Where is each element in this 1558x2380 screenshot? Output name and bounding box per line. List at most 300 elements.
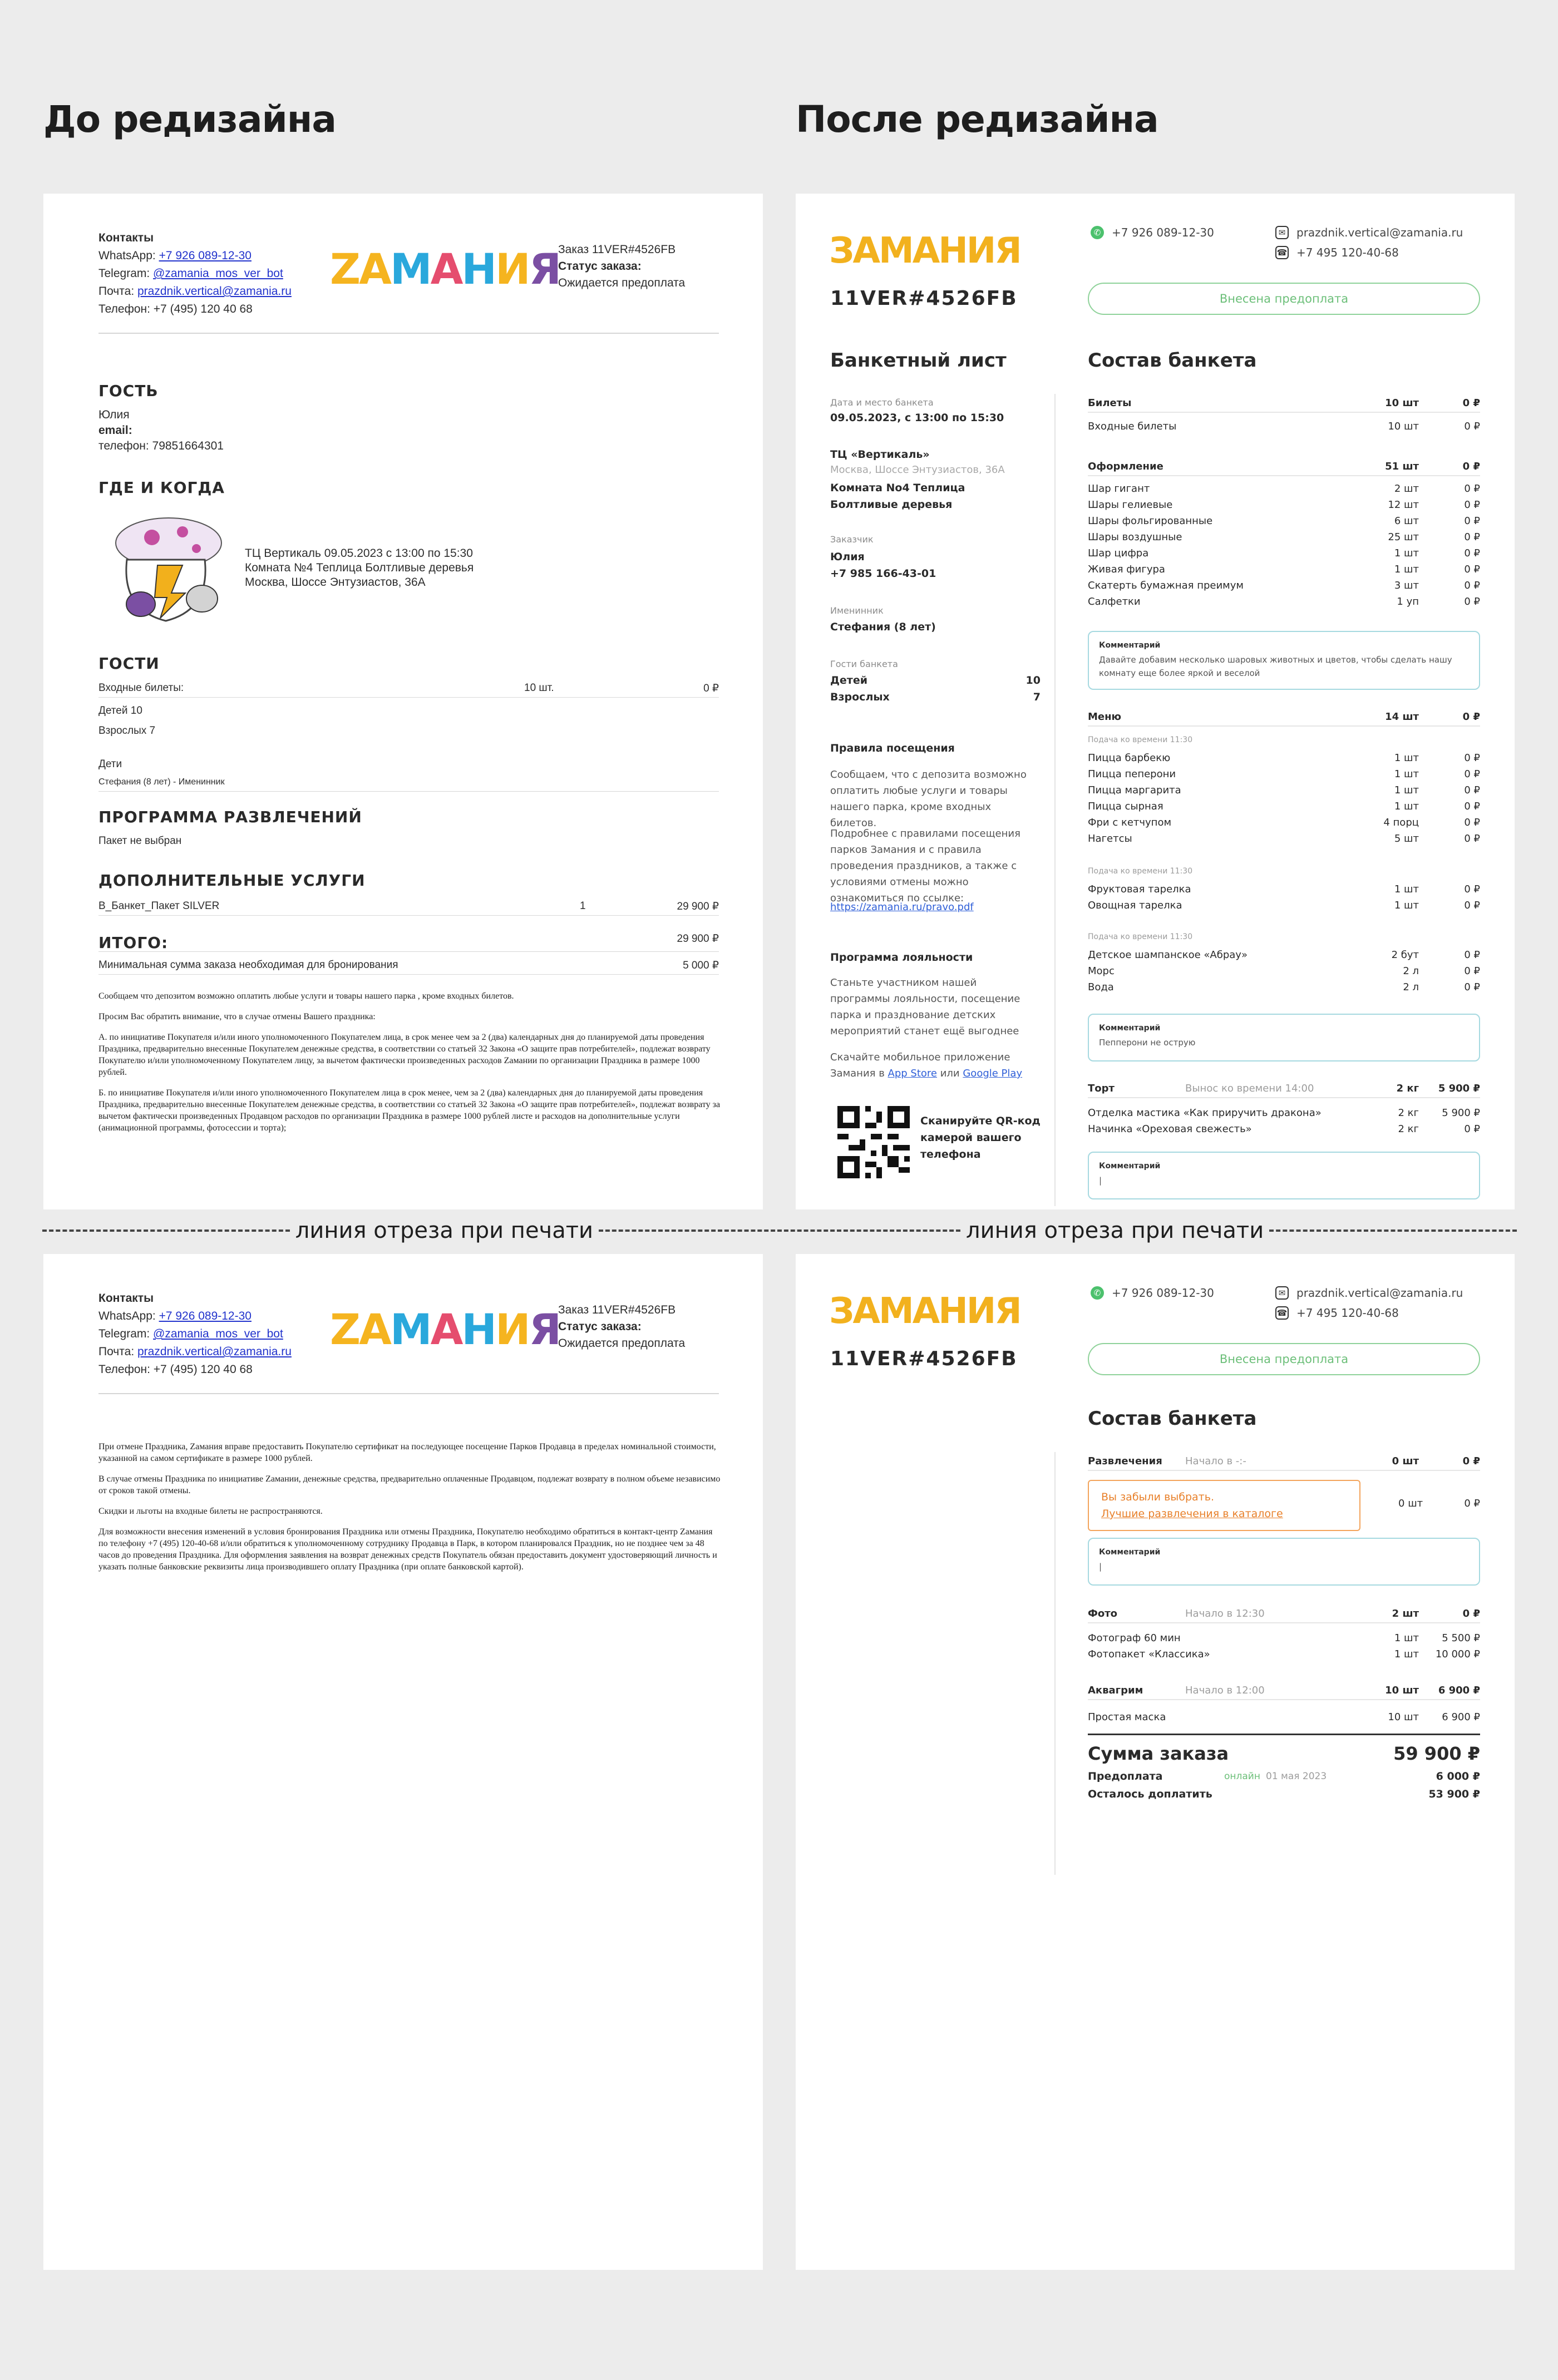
min-label: Минимальная сумма заказа необходимая для бронирования [98,959,398,971]
after-heading: После редизайна [796,98,1158,141]
banquet-title: Состав банкета [1088,349,1257,372]
guest-info [98,407,224,454]
zamania-logo [330,240,560,296]
line-item [1088,545,1480,561]
legal-paragraph: Просим Вас обратить внимание, что в случае отмены Вашего праздника: [98,1012,376,1021]
whatsapp-link[interactable]: +7 926 089-12-30 [159,1310,252,1322]
telegram-label: Telegram: [98,267,150,280]
line-item [1088,750,1480,766]
category-aqua [1088,1682,1480,1698]
contacts-title: Контакты [98,231,154,244]
loyalty-text: Станьте участником нашей программы лояльности, посещение парка и празднование детских мероприятий станет ещё выгоднее [830,977,1020,1037]
line-item [1088,766,1480,782]
prepay-value: 6 000 ₽ [1436,1770,1480,1782]
item-qty: 1 уп [1397,595,1419,608]
phone-label: Телефон: [98,303,150,315]
whatsapp-contact[interactable] [1091,226,1214,239]
item-price: 0 ₽ [1464,1497,1480,1509]
dash [1269,1229,1517,1232]
phone-icon: ☎ [1275,246,1289,259]
item-price: 0 ₽ [1464,563,1480,575]
sheet-title: Банкетный лист [830,349,1007,372]
phone-value: +7 (495) 120 40 68 [153,1363,253,1376]
cauldron-illustration [105,510,233,632]
total-amount: 29 900 ₽ [677,933,719,945]
item-qty: 0 шт [1398,1497,1423,1509]
category-name: Развлечения [1088,1455,1162,1467]
min-row [98,959,719,975]
whatsapp-link[interactable]: +7 926 089-12-30 [159,249,252,262]
whatsapp-icon: ✆ [1091,226,1104,239]
category-divider [1088,475,1480,476]
item-qty: 3 шт [1394,579,1419,591]
email-contact[interactable] [1275,1286,1463,1300]
category-divider [1088,412,1480,413]
category-price: 0 ₽ [1462,460,1480,472]
item-qty: 2 кг [1398,1107,1419,1119]
category-note: Начало в 12:00 [1185,1684,1265,1696]
rules-link[interactable]: https://zamania.ru/pravo.pdf [830,901,974,913]
adults-count: Взрослых 7 [98,725,156,737]
item-qty: 1 шт [1394,547,1419,559]
comment-box[interactable] [1088,1152,1480,1199]
comment-box[interactable] [1088,1538,1480,1586]
legal-text-1 [98,990,722,1143]
category-price: 0 ₽ [1462,397,1480,409]
total-divider [1088,1734,1480,1735]
vertical-divider [1054,1452,1056,1875]
item-qty: 2 кг [1398,1123,1419,1135]
item-name: Пицца пеперони [1088,768,1176,780]
phone-label: Телефон: [98,1363,150,1376]
qr-caption: Сканируйте QR-код камерой вашего телефона [920,1115,1041,1161]
comment-box[interactable] [1088,1014,1480,1061]
category-tickets [1088,395,1480,411]
legal-paragraph: Б. по инициативе Покупателя и/или иного уполномоченного Покупателем лица в срок менее, чем за 2 (два) календарных дня до планируемой даты проведения Праздника, предварительно внесенные Покупателем денежные средства, в соответствии со статьей 32 Закона «О защите прав потребителей», подлежат возврату за вычетом фактически произведенных Продавцом расходов по организации Праздника в размере 1000 рублей листе и расходов на дополнительные услуги (анимационной программы, фотосессии и торта); [98,1088,721,1133]
program-heading: ПРОГРАММА РАЗВЛЕЧЕНИЙ [98,808,362,826]
line-item [1088,577,1480,593]
comment-text: Пепперони не острую [1099,1038,1196,1048]
status-badge: Внесена предоплата [1088,283,1480,315]
rules-text-2: Подробнее с правилами посещения парков Замания и с правила проведения праздников, а также с условиями отмены можно ознакомиться по ссылке: [830,828,1020,904]
where-line-1: ТЦ Вертикаль 09.05.2023 с 13:00 по 15:30 [245,547,473,560]
remaining-value: 53 900 ₽ [1428,1788,1480,1800]
cut-label: линия отреза при печати [966,1218,1264,1243]
item-name: Входные билеты [1088,420,1177,432]
item-price: 0 ₽ [1464,498,1480,511]
item-qty: 1 шт [1394,768,1419,780]
line-item [1088,947,1480,962]
item-name: Пицца маргарита [1088,784,1181,796]
whatsapp-contact[interactable] [1091,1286,1214,1300]
item-price: 0 ₽ [1464,531,1480,543]
whatsapp-icon: ✆ [1091,1286,1104,1300]
line-item [1088,594,1480,609]
item-price: 0 ₽ [1464,1123,1480,1135]
item-name: Шары фольгированные [1088,515,1213,527]
item-name: Фруктовая тарелка [1088,883,1191,895]
category-photo [1088,1606,1480,1621]
item-qty: 1 шт [1394,563,1419,575]
catalog-link[interactable]: Лучшие развлечения в каталоге [1101,1508,1283,1520]
tickets-row [98,682,719,698]
item-qty: 4 порц [1383,816,1419,828]
old-page-2 [43,1254,763,2270]
old-page-1 [43,194,763,1209]
tickets-qty: 10 шт. [524,682,554,694]
order-sum-row [1088,1741,1480,1766]
item-name: Вода [1088,981,1114,993]
category-name: Аквагрим [1088,1684,1143,1696]
category-qty: 2 кг [1396,1082,1419,1094]
customer-name: Юлия [830,551,865,563]
tickets-label: Входные билеты: [98,682,184,694]
status-label: Статус заказа: [558,260,642,273]
category-name: Оформление [1088,460,1163,472]
apps-text: Скачайте мобильное приложение Замания в [830,1051,1010,1079]
line-item [1088,831,1480,846]
item-name: Живая фигура [1088,563,1165,575]
category-name: Билеты [1088,397,1132,409]
item-qty: 5 шт [1394,832,1419,845]
phone-contact[interactable] [1275,246,1399,259]
logo-text: ЗАМАНИЯ [829,1291,1020,1332]
item-name: Салфетки [1088,595,1141,608]
old-order-box [558,241,685,292]
phone-icon: ☎ [1275,1306,1289,1320]
item-price: 0 ₽ [1464,981,1480,993]
telegram-link[interactable]: @zamania_mos_ver_bot [153,1327,283,1340]
item-price: 0 ₽ [1464,420,1480,432]
apps-or: или [937,1068,963,1079]
banquet-title: Состав банкета [1088,1408,1257,1430]
children-value: Стефания (8 лет) - Именинник [98,777,225,787]
status-badge: Внесена предоплата [1088,1343,1480,1375]
comment-box[interactable] [1088,631,1480,690]
whatsapp-number: +7 926 089-12-30 [1112,1286,1214,1300]
mail-icon: ✉ [1275,1286,1289,1300]
prepay-date: 01 мая 2023 [1266,1771,1327,1782]
item-price: 5 900 ₽ [1442,1107,1480,1119]
prepay-mode: онлайн [1224,1771,1260,1782]
loyalty-apps [830,1049,1036,1082]
adults-value: 7 [1033,691,1041,703]
guest-email: email: [98,424,132,437]
comment-title: Комментарий [1099,1162,1161,1171]
extra-row [98,900,719,916]
order-title: Заказ 11VER#4526FB [558,1303,676,1316]
category-qty: 14 шт [1385,710,1419,723]
item-price: 0 ₽ [1464,832,1480,845]
where-details [245,546,474,590]
item-price: 0 ₽ [1464,595,1480,608]
category-price: 6 900 ₽ [1438,1684,1480,1696]
comment-title: Комментарий [1099,1024,1161,1033]
line-item [1088,798,1480,814]
kids-label: Детей [830,674,868,687]
kids-count: Детей 10 [98,705,142,717]
date-value: 09.05.2023, с 13:00 по 15:30 [830,412,1004,424]
sum-label: Сумма заказа [1088,1743,1229,1764]
item-name: Начинка «Ореховая свежесть» [1088,1123,1252,1135]
telegram-label: Telegram: [98,1327,150,1340]
dash [42,1229,290,1232]
old-contacts [98,229,292,318]
line-item [1088,1646,1480,1662]
item-name: Отделка мастика «Как приручить дракона» [1088,1107,1322,1119]
google-play-link[interactable]: Google Play [963,1068,1023,1079]
children-label: Дети [98,758,122,770]
item-name: Фотопакет «Классика» [1088,1648,1210,1660]
order-number: 11VER#4526FB [830,287,1018,310]
category-note: Вынос ко времени 14:00 [1185,1082,1314,1094]
app-store-link[interactable]: App Store [888,1068,937,1079]
item-name: Шары воздушные [1088,531,1182,543]
category-qty: 2 шт [1392,1607,1419,1619]
warning-text: Вы забыли выбрать. [1101,1491,1214,1503]
category-divider [1088,1699,1480,1700]
legal-paragraph: В случае отмены Праздника по инициативе Zамании, денежные средства, предварительно оплаченные Продавцом, подлежат возврату в полном объеме независимо от сроков такой отмены. [98,1474,721,1495]
line-item [1088,979,1480,995]
category-divider [1088,1470,1480,1471]
contacts-title: Контакты [98,1292,154,1305]
legal-paragraph: Для возможности внесения изменений в условия бронирования Праздника или отмены Праздника, Покупателю необходимо обратиться в контакт-центр Zамания по телефону +7 (495) 120-40-68 и/или обратиться к уполномоченному сотруднику Продавца в Парк, в котором планировался Праздник, но не позднее чем за 48 часов до проведения Праздника. Для оформления заявления на возврат денежных средств Покупатель обязан предоставить документ удостоверяющий личность и указать полные банковские реквизиты лица производившего оплату Праздника (при оплате банковской картой). [98,1527,717,1572]
category-divider [1088,1622,1480,1623]
item-name: Нагетсы [1088,832,1132,845]
whatsapp-number: +7 926 089-12-30 [1112,226,1214,239]
before-heading: До редизайна [43,98,336,141]
comment-text: | [1099,1176,1102,1186]
cut-label: линия отреза при печати [295,1218,593,1243]
remaining-row [1088,1786,1480,1803]
empty-selection-warning[interactable] [1088,1480,1360,1531]
item-price: 0 ₽ [1464,768,1480,780]
category-fun [1088,1453,1480,1469]
legal-paragraph: А. по инициативе Покупателя и/или иного уполномоченного Покупателем лица, в срок менее чем за 2 (два) календарных дня до планируемой даты проведения Праздника, предварительно внесенные Покупателем денежные средства, в соответствии со статьей 32 Закона «О защите прав потребителей», подлежат возврату Покупателю и/или уполномоченному Покупателем лицу, за вычетом фактически произведенных расходов Zамании по организации Праздника в размере 1000 рублей. [98,1033,711,1077]
category-price: 0 ₽ [1462,710,1480,723]
category-name: Фото [1088,1607,1118,1619]
item-price: 0 ₽ [1464,883,1480,895]
extra-qty: 1 [580,900,586,912]
old-order-box [558,1302,685,1352]
line-item [1088,418,1480,434]
place-address: Москва, Шоссе Энтузиастов, 36А [830,464,1005,476]
remaining-label: Осталось доплатить [1088,1788,1212,1800]
category-name: Торт [1088,1082,1115,1094]
legal-text-2 [98,1441,722,1582]
item-qty: 1 шт [1394,1648,1419,1660]
item-qty: 25 шт [1388,531,1419,543]
divider [98,333,719,334]
item-qty: 10 шт [1388,1711,1419,1723]
extra-item: В_Банкет_Пакет SILVER [98,900,220,912]
line-item [1088,481,1480,496]
item-price: 0 ₽ [1464,965,1480,977]
mail-icon: ✉ [1275,226,1289,239]
item-price: 0 ₽ [1464,547,1480,559]
status-value: Ожидается предоплата [558,1337,686,1350]
email-address: prazdnik.vertical@zamania.ru [1296,1286,1463,1300]
where-line-2: Комната №4 Теплица Болтливые деревья [245,561,474,574]
rules-title: Правила посещения [830,742,955,754]
extra-price: 29 900 ₽ [677,901,719,912]
phone-contact[interactable] [1275,1306,1399,1320]
item-qty: 1 шт [1394,899,1419,911]
divider [98,951,719,952]
item-price: 6 900 ₽ [1442,1711,1480,1723]
svg-text:ZАМАНИЯ: ZАМАНИЯ [330,244,560,294]
order-title: Заказ 11VER#4526FB [558,243,676,256]
qr-code [837,1106,910,1178]
prepay-label: Предоплата [1088,1770,1163,1782]
email-link[interactable]: prazdnik.vertical@zamania.ru [137,1345,292,1358]
date-label: Дата и место банкета [830,397,934,408]
guest-heading: ГОСТЬ [98,382,159,400]
item-qty: 1 шт [1394,883,1419,895]
line-item [1088,963,1480,979]
where-heading: ГДЕ И КОГДА [98,478,225,497]
dash [599,1229,960,1232]
item-qty: 10 шт [1388,420,1419,432]
room-name: Комната No4 Теплица Болтливые деревья [830,482,965,511]
item-name: Шар цифра [1088,547,1149,559]
line-item [1088,529,1480,545]
category-divider [1088,1097,1480,1098]
whatsapp-label: WhatsApp: [98,249,156,262]
email-label: Почта: [98,1345,135,1358]
loyalty-title: Программа лояльности [830,951,973,964]
comment-title: Комментарий [1099,1548,1161,1557]
email-contact[interactable] [1275,226,1463,239]
rules-text-1: Сообщаем, что с депозита возможно оплатить любые услуги и товары нашего парка, кроме входных билетов. [830,769,1027,829]
line-item [1088,497,1480,512]
item-qty: 12 шт [1388,498,1419,511]
item-name: Простая маска [1088,1711,1166,1723]
line-item [1088,782,1480,798]
category-note: Начало в 12:30 [1185,1607,1265,1619]
category-qty: 51 шт [1385,460,1419,472]
item-name: Овощная тарелка [1088,899,1182,911]
line-item [1088,897,1480,913]
item-name: Шар гигант [1088,482,1150,495]
prepay-row [1088,1768,1480,1785]
place-name: ТЦ «Вертикаль» [830,448,930,461]
item-qty: 2 л [1403,965,1419,977]
category-price: 0 ₽ [1462,1455,1480,1467]
category-decor [1088,458,1480,474]
comment-text: Давайте добавим несколько шаровых животных и цветов, чтобы сделать нашу комнату еще более яркой и веселой [1099,655,1452,678]
category-name: Меню [1088,710,1122,723]
line-item [1088,1105,1480,1120]
category-note: Начало в -:- [1185,1455,1246,1467]
item-price: 0 ₽ [1464,949,1480,961]
category-divider [1088,725,1480,727]
category-qty: 10 шт [1385,397,1419,409]
divider [98,791,719,792]
item-name: Пицца сырная [1088,800,1163,812]
svg-text:ZАМАНИЯ: ZАМАНИЯ [330,1305,560,1354]
kids-value: 10 [1025,674,1041,687]
item-qty: 1 шт [1394,784,1419,796]
email-link[interactable]: prazdnik.vertical@zamania.ru [137,285,292,298]
guests-heading: ГОСТИ [98,654,160,673]
old-contacts [98,1290,292,1379]
item-name: Фри с кетчупом [1088,816,1172,828]
item-price: 0 ₽ [1464,579,1480,591]
zamania-logo [829,224,1020,274]
item-price: 5 500 ₽ [1442,1632,1480,1644]
line-item [1088,814,1480,830]
line-item [1088,881,1480,897]
legal-paragraph: Сообщаем что депозитом возможно оплатить любые услуги и товары нашего парка , кроме входных билетов. [98,991,514,1001]
category-price: 0 ₽ [1462,1607,1480,1619]
category-cake [1088,1080,1480,1096]
category-price: 5 900 ₽ [1438,1082,1480,1094]
item-price: 0 ₽ [1464,816,1480,828]
item-price: 0 ₽ [1464,800,1480,812]
email-address: prazdnik.vertical@zamania.ru [1296,226,1463,239]
customer-phone: +7 985 166-43-01 [830,567,936,580]
customer-label: Заказчик [830,534,874,545]
item-price: 0 ₽ [1464,482,1480,495]
item-qty: 2 л [1403,981,1419,993]
tickets-price: 0 ₽ [703,683,719,694]
category-qty: 0 шт [1392,1455,1419,1467]
guest-name: Юлия [98,408,130,421]
item-price: 10 000 ₽ [1435,1648,1480,1660]
adults-label: Взрослых [830,691,890,703]
whatsapp-label: WhatsApp: [98,1310,156,1322]
status-value: Ожидается предоплата [558,276,686,289]
telegram-link[interactable]: @zamania_mos_ver_bot [153,267,283,280]
line-item [1088,1709,1480,1725]
email-label: Почта: [98,285,135,298]
new-page-1 [796,194,1515,1209]
item-name: Шары гелиевые [1088,498,1173,511]
category-menu [1088,709,1480,724]
birthday-label: Именинник [830,605,884,616]
new-page-2 [796,1254,1515,2270]
where-line-3: Москва, Шоссе Энтузиастов, 36А [245,576,426,589]
legal-paragraph: При отмене Праздника, Zамания вправе предоставить Покупателю сертификат на последующее посещение Парков Продавца в пределах номинальной стоимости, указанной на самом сертификате в размере 1000 рублей. [98,1442,716,1463]
category-qty: 10 шт [1385,1684,1419,1696]
line-item [1088,1121,1480,1137]
birthday-value: Стефания (8 лет) [830,621,936,633]
order-number: 11VER#4526FB [830,1347,1018,1370]
item-name: Скатерть бумажная преимум [1088,579,1244,591]
logo-text: ЗАМАНИЯ [829,230,1020,271]
legal-paragraph: Скидки и льготы на входные билеты не распространяются. [98,1507,323,1516]
comment-title: Комментарий [1099,641,1161,650]
divider [98,1393,719,1394]
line-item [1088,513,1480,529]
item-qty: 1 шт [1394,800,1419,812]
sum-value: 59 900 ₽ [1393,1743,1480,1764]
item-name: Пицца барбекю [1088,752,1171,764]
item-name: Детское шампанское «Абрау» [1088,949,1248,961]
line-item [1088,561,1480,577]
phone-value: +7 (495) 120 40 68 [153,303,253,315]
cut-line [42,1218,1517,1243]
vertical-divider [1054,394,1056,1206]
total-heading: ИТОГО: [98,934,169,952]
guest-phone: телефон: 79851664301 [98,440,224,452]
item-qty: 2 шт [1394,482,1419,495]
zamania-logo [330,1301,560,1356]
guests-label: Гости банкета [830,659,898,669]
serving-time: Подача ко времени 11:30 [1088,735,1193,744]
item-price: 0 ₽ [1464,752,1480,764]
